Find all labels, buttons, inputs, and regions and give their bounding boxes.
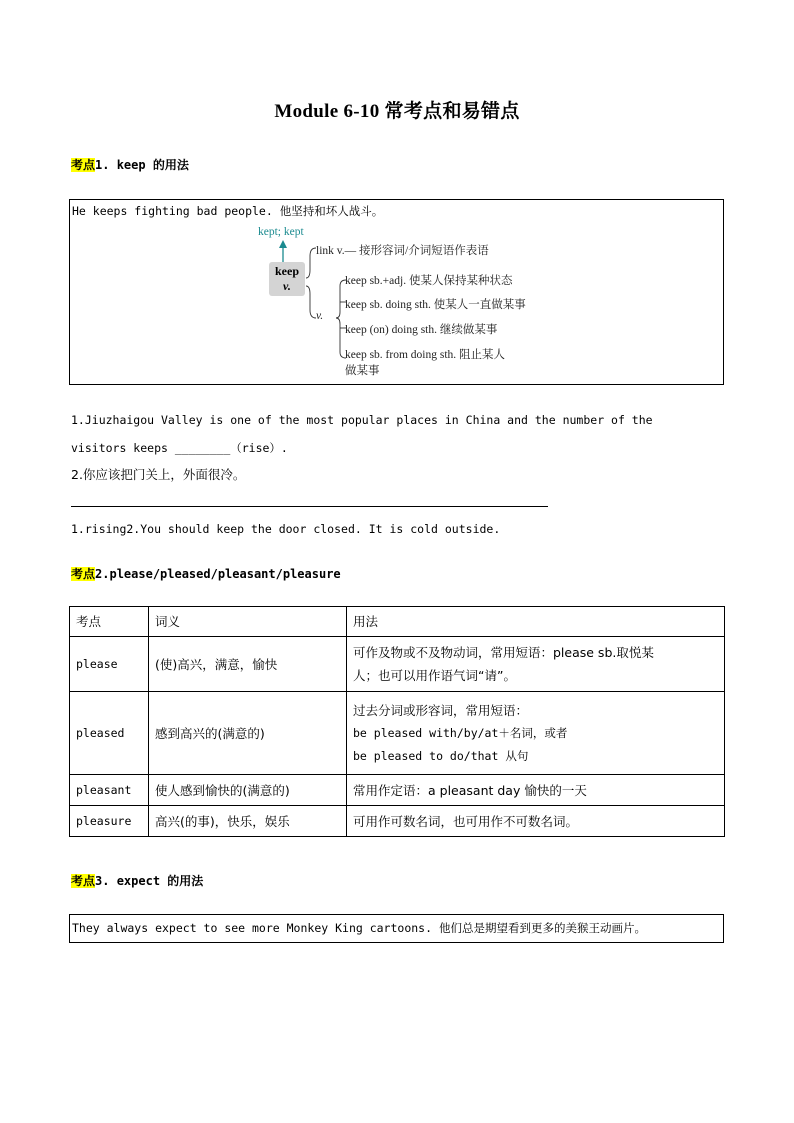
table-header-cell: 词义 bbox=[149, 607, 347, 637]
word-cell: please bbox=[76, 657, 118, 671]
section-heading-expect bbox=[71, 872, 203, 889]
keep-use-item: keep sb. doing sth. 使某人一直做某事 bbox=[345, 299, 526, 311]
answer-key: 1.rising2.You should keep the door closed. It is cold outside. bbox=[71, 522, 501, 536]
exercise-1-line-1: 1.Jiuzhaigou Valley is one of the most popular places in China and the number of the bbox=[71, 413, 653, 427]
usage-cell: 可用作可数名词，也可用作不可数名词。 bbox=[347, 806, 725, 837]
section-heading-text: 1. keep 的用法 bbox=[95, 158, 189, 172]
table-header-row bbox=[70, 607, 725, 637]
keep-use-item: keep (on) doing sth. 继续做某事 bbox=[345, 324, 498, 336]
please-words-table bbox=[69, 606, 725, 837]
meaning-cell: 使人感到愉快的(满意的) bbox=[149, 775, 347, 806]
table-row bbox=[70, 806, 725, 837]
page-title: Module 6-10 常考点和易错点 bbox=[274, 101, 520, 122]
usage-line: 过去分词或形容词，常用短语： bbox=[353, 702, 529, 718]
section-heading-keep bbox=[71, 156, 189, 173]
keep-verb-label: v. bbox=[316, 310, 324, 322]
table-row bbox=[70, 692, 725, 775]
keep-example-sentence: He keeps fighting bad people. 他坚持和坏人战斗。 bbox=[72, 204, 384, 218]
meaning-cell: 高兴(的事)，快乐，娱乐 bbox=[149, 806, 347, 837]
key-point-tag: 考点 bbox=[71, 567, 96, 581]
keep-word: keep bbox=[275, 264, 299, 278]
table-row bbox=[70, 637, 725, 692]
section-heading-text: 2.please/pleased/pleasant/pleasure bbox=[95, 567, 341, 581]
usage-line: be pleased with/by/at＋名词，或者 bbox=[353, 725, 568, 740]
table-row bbox=[70, 775, 725, 806]
keep-link-verb-use: link v.— 接形容词/介词短语作表语 bbox=[316, 245, 489, 257]
usage-cell bbox=[347, 637, 725, 692]
table-header-cell: 用法 bbox=[347, 607, 725, 637]
section-heading-please bbox=[71, 565, 341, 582]
usage-line: 可作及物或不及物动词，常用短语：please sb.取悦某 bbox=[353, 645, 654, 660]
expect-example-sentence: They always expect to see more Monkey King cartoons. 他们总是期望看到更多的美猴王动画片。 bbox=[72, 921, 646, 935]
keep-pos: v. bbox=[283, 279, 291, 293]
exercise-2: 2.你应该把门关上，外面很冷。 bbox=[71, 467, 246, 482]
exercise-1-line-2: visitors keeps ________（rise）. bbox=[71, 441, 288, 455]
section-heading-text: 3. expect 的用法 bbox=[95, 874, 204, 888]
meaning-cell: (使)高兴，满意，愉快 bbox=[149, 637, 347, 692]
keep-past-forms: kept; kept bbox=[258, 226, 304, 238]
usage-line: be pleased to do/that 从句 bbox=[353, 748, 529, 763]
key-point-tag: 考点 bbox=[71, 158, 96, 172]
keep-use-item: keep sb.+adj. 使某人保持某种状态 bbox=[345, 275, 513, 287]
meaning-cell: 感到高兴的(满意的) bbox=[149, 692, 347, 775]
usage-cell: 常用作定语：a pleasant day 愉快的一天 bbox=[347, 775, 725, 806]
expect-usage-box bbox=[69, 914, 724, 943]
table-header-cell: 考点 bbox=[70, 607, 149, 637]
word-cell: pleased bbox=[76, 726, 125, 740]
word-cell: pleasure bbox=[76, 814, 132, 828]
word-cell: pleasant bbox=[76, 783, 132, 797]
usage-line: 人；也可以用作语气词“请”。 bbox=[353, 668, 516, 683]
answer-blank-line bbox=[71, 506, 548, 507]
keep-word-box bbox=[269, 262, 305, 296]
key-point-tag: 考点 bbox=[71, 874, 96, 888]
keep-usage-box bbox=[69, 199, 724, 385]
keep-use-item: keep sb. from doing sth. 阻止某人 bbox=[345, 349, 506, 361]
keep-use-item: 做某事 bbox=[345, 365, 380, 377]
usage-cell bbox=[347, 692, 725, 775]
